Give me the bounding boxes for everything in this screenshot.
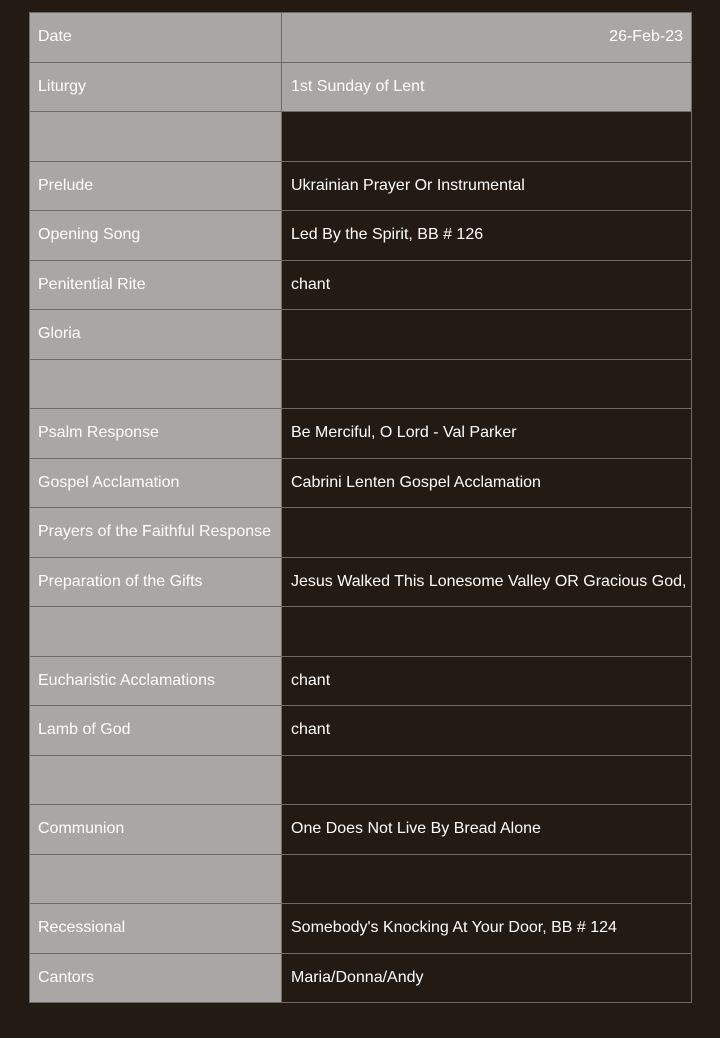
table-row-spacer [30,755,692,805]
liturgy-schedule-table-wrap [29,12,691,1003]
row-value [282,112,692,162]
table-row-psalm-response [30,409,692,459]
table-row-spacer [30,359,692,409]
row-label: Prelude [30,161,282,211]
row-label [30,755,282,805]
row-value: Be Merciful, O Lord - Val Parker [282,409,692,459]
row-label [30,854,282,904]
table-row-spacer [30,607,692,657]
table-row-prelude [30,161,692,211]
row-value [282,359,692,409]
table-row-opening-song [30,211,692,261]
row-label: Psalm Response [30,409,282,459]
table-row-preparation-of-gifts [30,557,692,607]
row-value [282,508,692,558]
row-label: Communion [30,805,282,855]
row-label: Liturgy [30,62,282,112]
row-label: Eucharistic Acclamations [30,656,282,706]
row-label [30,359,282,409]
row-value: 26-Feb-23 [282,13,692,63]
table-row-liturgy [30,62,692,112]
row-label: Opening Song [30,211,282,261]
row-value [282,854,692,904]
row-label: Date [30,13,282,63]
row-value [282,755,692,805]
row-label: Recessional [30,904,282,954]
row-value: chant [282,656,692,706]
row-label: Preparation of the Gifts [30,557,282,607]
row-label: Penitential Rite [30,260,282,310]
table-row-cantors [30,953,692,1003]
row-label: Gospel Acclamation [30,458,282,508]
table-row-date [30,13,692,63]
row-value: 1st Sunday of Lent [282,62,692,112]
row-value: Jesus Walked This Lonesome Valley OR Gracious God, [282,557,692,607]
table-row-communion [30,805,692,855]
table-row-lamb-of-god [30,706,692,756]
row-value [282,310,692,360]
row-label [30,607,282,657]
row-value: chant [282,706,692,756]
row-value [282,607,692,657]
row-value: Ukrainian Prayer Or Instrumental [282,161,692,211]
row-value: Led By the Spirit, BB # 126 [282,211,692,261]
table-row-prayers-of-the-faithful [30,508,692,558]
table-row-eucharistic-acclamations [30,656,692,706]
row-label: Cantors [30,953,282,1003]
table-row-gospel-acclamation [30,458,692,508]
table-row-gloria [30,310,692,360]
row-label [30,112,282,162]
row-label: Lamb of God [30,706,282,756]
row-value: One Does Not Live By Bread Alone [282,805,692,855]
row-value: Cabrini Lenten Gospel Acclamation [282,458,692,508]
table-row-spacer [30,112,692,162]
row-value: chant [282,260,692,310]
row-value: Somebody's Knocking At Your Door, BB # 124 [282,904,692,954]
row-label: Prayers of the Faithful Response [30,508,282,558]
row-value: Maria/Donna/Andy [282,953,692,1003]
row-label: Gloria [30,310,282,360]
table-row-spacer [30,854,692,904]
table-row-recessional [30,904,692,954]
liturgy-schedule-table [29,12,692,1003]
table-row-penitential-rite [30,260,692,310]
